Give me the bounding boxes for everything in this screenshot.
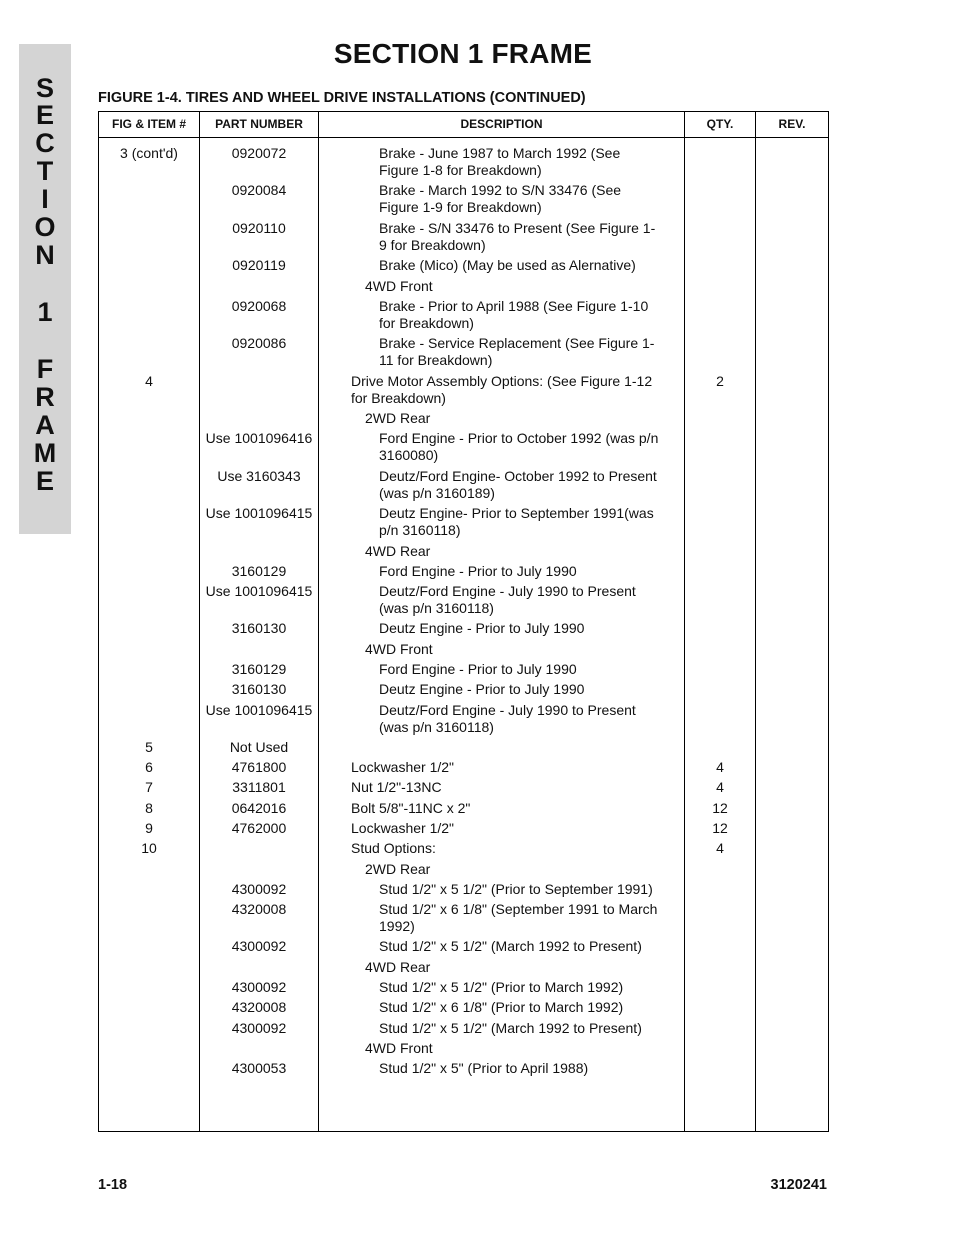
cell-qty: 12: [712, 820, 728, 836]
column-header-part-number: PART NUMBER: [215, 117, 303, 131]
cell-part-number: 0920084: [231, 182, 287, 198]
cell-description: Deutz/Ford Engine - July 1990 to Present (was p/n 3160118): [379, 702, 636, 735]
side-tab-letter: M: [33, 438, 57, 468]
cell-description: Brake - Prior to April 1988 (See Figure 1-10 for Breakdown): [379, 298, 649, 331]
side-tab-letter: O: [34, 212, 56, 242]
cell-part-number: 0642016: [231, 800, 287, 816]
cell-description: Deutz/Ford Engine - July 1990 to Present (was p/n 3160118): [379, 583, 636, 616]
parts-table: [98, 111, 829, 1132]
column-header-description: DESCRIPTION: [460, 117, 543, 131]
cell-part-number: 4300092: [231, 938, 287, 954]
cell-part-number: 0920068: [231, 298, 287, 314]
cell-description: Bolt 5/8"-11NC x 2": [351, 800, 471, 816]
cell-qty: 2: [716, 373, 724, 389]
cell-description: Brake - June 1987 to March 1992 (See Figure 1-8 for Breakdown): [379, 145, 621, 178]
cell-description: 4WD Front: [365, 1040, 433, 1056]
side-tab-letter: E: [35, 100, 54, 130]
column-header-rev: REV.: [778, 117, 806, 131]
cell-description: Stud 1/2" x 5 1/2" (March 1992 to Present): [379, 938, 642, 954]
cell-part-number: 4320008: [231, 999, 287, 1015]
cell-fig-item: 6: [145, 759, 153, 775]
cell-description: Lockwasher 1/2": [351, 759, 455, 775]
cell-part-number: 4300092: [231, 979, 287, 995]
cell-part-number: 3160129: [231, 661, 287, 677]
cell-part-number: 3160129: [231, 563, 287, 579]
column-divider: [684, 112, 685, 1131]
cell-description: Stud 1/2" x 5" (Prior to April 1988): [379, 1060, 589, 1076]
cell-part-number: Use 3160343: [217, 468, 301, 484]
side-tab-letter: R: [35, 382, 55, 412]
cell-qty: 4: [716, 779, 724, 795]
page-title: SECTION 1 FRAME: [333, 38, 593, 69]
cell-fig-item: 8: [145, 800, 153, 816]
cell-description: Brake (Mico) (May be used as Alernative): [379, 257, 636, 273]
cell-description: Stud 1/2" x 5 1/2" (March 1992 to Present): [379, 1020, 642, 1036]
cell-part-number: 4300092: [231, 881, 287, 897]
column-header-qty: QTY.: [706, 117, 734, 131]
cell-description: Stud 1/2" x 5 1/2" (Prior to September 1991): [379, 881, 653, 897]
column-divider: [755, 112, 756, 1131]
cell-part-number: 4320008: [231, 901, 287, 917]
cell-part-number: 3160130: [231, 681, 287, 697]
side-tab-letter: N: [35, 240, 55, 270]
cell-part-number: 4761800: [231, 759, 287, 775]
cell-description: Brake - S/N 33476 to Present (See Figure 1-9 for Breakdown): [379, 220, 656, 253]
cell-description: 4WD Front: [365, 278, 433, 294]
cell-description: Ford Engine - Prior to July 1990: [379, 661, 577, 677]
cell-part-number: Use 1001096415: [205, 702, 313, 718]
cell-part-number: 4762000: [231, 820, 287, 836]
cell-fig-item: 4: [145, 373, 153, 389]
cell-description: 4WD Rear: [365, 959, 431, 975]
cell-description: 4WD Rear: [365, 543, 431, 559]
cell-part-number: 4300053: [231, 1060, 287, 1076]
cell-description: Nut 1/2"-13NC: [351, 779, 442, 795]
cell-part-number: 4300092: [231, 1020, 287, 1036]
cell-fig-item: 9: [145, 820, 153, 836]
cell-description: Deutz Engine- Prior to September 1991(was p/n 3160118): [379, 505, 654, 538]
cell-qty: 4: [716, 840, 724, 856]
side-tab-letter: T: [36, 156, 54, 186]
cell-description: 4WD Front: [365, 641, 433, 657]
cell-fig-item: 3 (cont'd): [120, 145, 178, 161]
side-tab-letter: 1: [37, 297, 53, 327]
cell-part-number: 0920110: [232, 220, 286, 236]
side-tab-letter: A: [35, 410, 55, 440]
side-tab-letter: F: [36, 354, 54, 384]
cell-part-number: 0920086: [231, 335, 287, 351]
cell-description: Lockwasher 1/2": [351, 820, 455, 836]
cell-description: Deutz Engine - Prior to July 1990: [379, 681, 585, 697]
side-tab-letter: E: [35, 466, 54, 496]
cell-part-number: 3311801: [232, 779, 286, 795]
cell-description: Stud 1/2" x 5 1/2" (Prior to March 1992): [379, 979, 624, 995]
cell-description: 2WD Rear: [365, 410, 431, 426]
side-tab-letter: C: [35, 128, 55, 158]
cell-part-number: Use 1001096415: [205, 583, 313, 599]
column-header-fig-item: FIG & ITEM #: [111, 117, 186, 131]
page-number: 1-18: [98, 1177, 128, 1193]
figure-title: FIGURE 1-4. TIRES AND WHEEL DRIVE INSTALLATIONS (CONTINUED): [98, 90, 586, 106]
cell-description: Stud 1/2" x 6 1/8" (Prior to March 1992): [379, 999, 624, 1015]
cell-fig-item: 7: [145, 779, 153, 795]
side-tab-letter: I: [41, 184, 49, 214]
cell-description: Brake - Service Replacement (See Figure 1-11 for Breakdown): [379, 335, 655, 368]
cell-description: Stud Options:: [351, 840, 436, 856]
cell-description: Brake - March 1992 to S/N 33476 (See Figure 1-9 for Breakdown): [379, 182, 622, 215]
column-divider: [318, 112, 319, 1131]
cell-description: Ford Engine - Prior to October 1992 (was p/n 3160080): [379, 430, 659, 463]
cell-fig-item: 10: [141, 840, 157, 856]
header-divider: [99, 137, 828, 138]
section-side-tab: [19, 44, 71, 534]
cell-part-number: Use 1001096415: [205, 505, 313, 521]
cell-fig-item: 5: [145, 739, 153, 755]
cell-part-number: 3160130: [231, 620, 287, 636]
cell-description: Deutz/Ford Engine- October 1992 to Present (was p/n 3160189): [379, 468, 657, 501]
cell-description: Ford Engine - Prior to July 1990: [379, 563, 577, 579]
cell-part-number: 0920119: [232, 257, 286, 273]
side-tab-letter: S: [35, 73, 54, 103]
cell-description: Drive Motor Assembly Options: (See Figure 1-12 for Breakdown): [351, 373, 653, 406]
cell-qty: 12: [712, 800, 728, 816]
cell-description: Deutz Engine - Prior to July 1990: [379, 620, 585, 636]
cell-description: 2WD Rear: [365, 861, 431, 877]
cell-qty: 4: [716, 759, 724, 775]
cell-description: Stud 1/2" x 6 1/8" (September 1991 to March 1992): [379, 901, 658, 934]
cell-part-number: Not Used: [229, 739, 289, 755]
cell-part-number: 0920072: [231, 145, 287, 161]
document-number: 3120241: [770, 1177, 827, 1193]
cell-part-number: Use 1001096416: [205, 430, 313, 446]
